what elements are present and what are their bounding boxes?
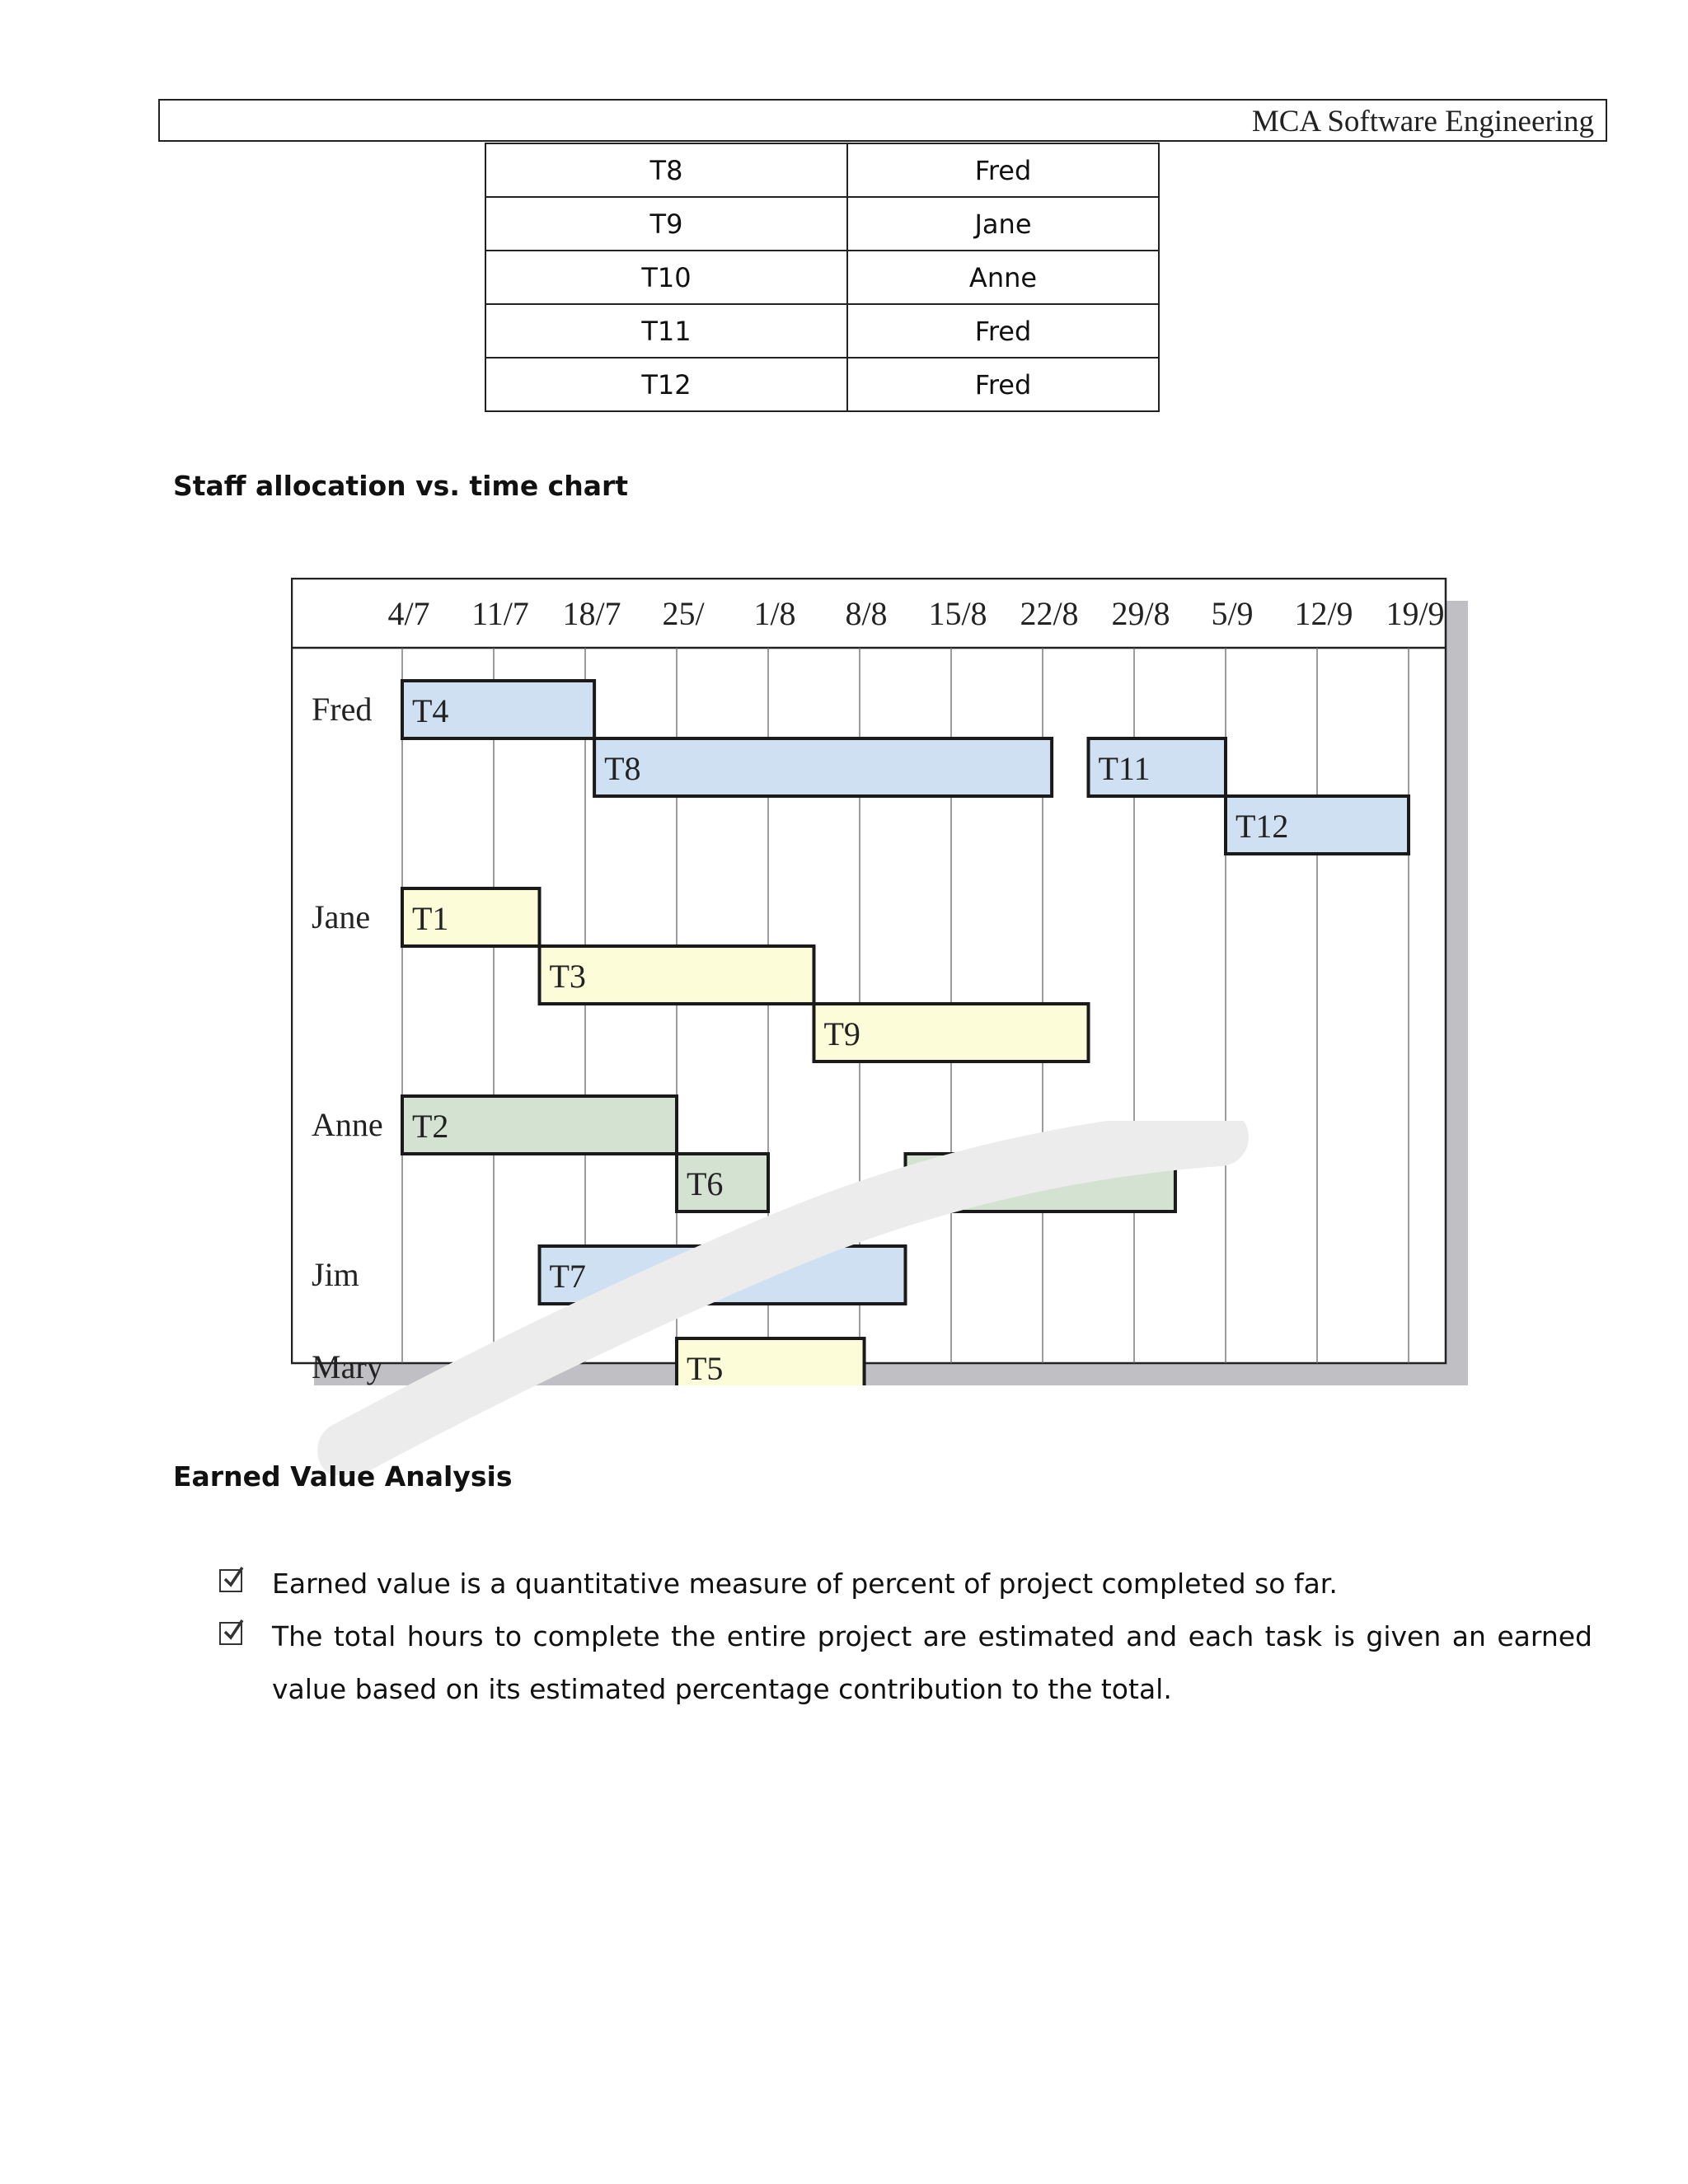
task-cell: T10 [485, 251, 847, 304]
task-bar-label: T5 [687, 1350, 724, 1385]
task-bar-label: T8 [604, 750, 641, 787]
task-bar-label: T9 [823, 1015, 860, 1052]
date-tick-label: 5/9 [1211, 595, 1254, 632]
date-tick-label: 8/8 [845, 595, 888, 632]
date-tick-label: 29/8 [1111, 595, 1170, 632]
staff-label: Fred [312, 691, 373, 728]
table-row [485, 304, 1159, 358]
date-tick-label: 18/7 [562, 595, 621, 632]
date-tick-label: 1/8 [753, 595, 796, 632]
date-tick-label: 25/ [662, 595, 705, 632]
gantt-svg [291, 578, 1470, 1385]
staff-label: Mary [312, 1348, 383, 1385]
staff-cell: Fred [847, 143, 1159, 197]
header-title: MCA Software Engineering [1251, 105, 1594, 138]
table-row [485, 143, 1159, 197]
task-bar [540, 1246, 906, 1304]
task-bar-label: T6 [687, 1165, 724, 1202]
bullet-item [219, 1610, 1592, 1716]
staff-cell: Anne [847, 251, 1159, 304]
task-bar-label: T1 [412, 900, 449, 937]
bullet-list [219, 1558, 1592, 1716]
section-heading-eva: Earned Value Analysis [173, 1460, 513, 1493]
task-bar-label: T2 [412, 1108, 449, 1145]
table-row [485, 251, 1159, 304]
task-cell: T12 [485, 358, 847, 411]
bullet-item [219, 1558, 1592, 1610]
staff-allocation-chart [291, 578, 1470, 1385]
table-row [485, 358, 1159, 411]
task-bar [594, 738, 1052, 796]
date-tick-label: 11/7 [471, 595, 529, 632]
staff-label: Jane [312, 898, 371, 935]
task-bar-label: T4 [412, 692, 449, 729]
task-assignment-table [485, 143, 1160, 412]
staff-cell: Fred [847, 304, 1159, 358]
checkbox-checked-icon [219, 1622, 242, 1645]
task-bar-label: T10 [915, 1165, 968, 1202]
date-tick-label: 4/7 [387, 595, 430, 632]
date-tick-label: 19/9 [1386, 595, 1445, 632]
bullet-text: Earned value is a quantitative measure of percent of project completed so far. [272, 1568, 1338, 1600]
staff-cell: Jane [847, 197, 1159, 251]
task-cell: T11 [485, 304, 847, 358]
task-bar-label: T12 [1236, 808, 1289, 845]
date-tick-label: 15/8 [928, 595, 987, 632]
date-tick-label: 22/8 [1020, 595, 1079, 632]
table-row [485, 197, 1159, 251]
task-cell: T8 [485, 143, 847, 197]
task-bar-label: T3 [549, 958, 586, 995]
page-header [158, 99, 1607, 142]
bullet-text: The total hours to complete the entire project are estimated and each task is given an earned value based on its estimated percentage contribution to the total. [272, 1620, 1592, 1705]
staff-label: Jim [312, 1256, 359, 1293]
task-bar-label: T11 [1098, 750, 1151, 787]
checkbox-checked-icon [219, 1569, 242, 1592]
date-tick-label: 12/9 [1294, 595, 1353, 632]
staff-cell: Fred [847, 358, 1159, 411]
task-cell: T9 [485, 197, 847, 251]
task-bar-label: T7 [549, 1258, 586, 1295]
section-heading-chart: Staff allocation vs. time chart [173, 470, 629, 502]
staff-label: Anne [312, 1106, 383, 1143]
